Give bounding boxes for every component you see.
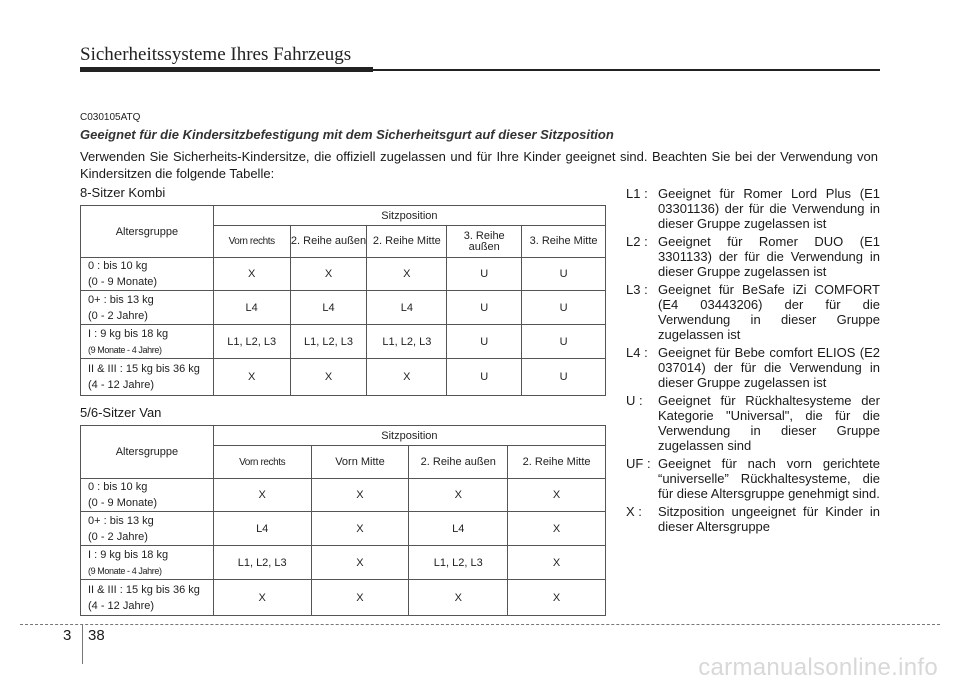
table-row — [81, 512, 606, 546]
age-group-label: 0+ : bis 13 kg (0 - 2 Jahre) — [81, 291, 214, 325]
table-cell: X — [508, 580, 606, 616]
table-cell: X — [213, 359, 290, 396]
table-cell: X — [367, 258, 447, 291]
age-group-label: 0+ : bis 13 kg (0 - 2 Jahre) — [81, 512, 214, 546]
column-header: 2. Reihe außen — [290, 226, 367, 258]
table-cell: X — [213, 479, 311, 512]
table-cell: U — [447, 325, 522, 359]
table-cell: X — [409, 479, 508, 512]
table-cell: U — [522, 325, 606, 359]
table-cell: X — [367, 359, 447, 396]
table-cell: X — [311, 479, 409, 512]
legend-item: X : Sitzposition ungeeignet für Kinder in dieser Altersgruppe — [626, 504, 880, 534]
table-cell: L1, L2, L3 — [213, 325, 290, 359]
table-row — [81, 546, 606, 580]
age-group-label: I : 9 kg bis 18 kg (9 Monate - 4 Jahre) — [81, 546, 214, 580]
column-header: 2. Reihe Mitte — [367, 226, 447, 258]
table-cell: X — [508, 546, 606, 580]
table-cell: X — [290, 359, 367, 396]
table-cell: U — [447, 359, 522, 396]
footer-divider — [82, 624, 83, 664]
column-header: 3. Reihe außen — [447, 226, 522, 258]
column-header: Vorn rechts — [213, 446, 311, 479]
table-row — [81, 479, 606, 512]
table-row — [81, 580, 606, 616]
age-group-header: Altersgruppe — [81, 426, 214, 479]
age-group-label: II & III : 15 kg bis 36 kg (4 - 12 Jahre) — [81, 580, 214, 616]
table-row — [81, 291, 606, 325]
table-cell: L4 — [213, 291, 290, 325]
table-cell: L4 — [213, 512, 311, 546]
table-row — [81, 258, 606, 291]
table-cell: X — [213, 580, 311, 616]
seat-position-header: Sitzposition — [213, 426, 605, 446]
column-header: Vorn rechts — [213, 226, 290, 258]
age-group-header: Altersgruppe — [81, 206, 214, 258]
seat-table-van — [80, 425, 606, 616]
section-heading: Geeignet für die Kindersitzbefestigung mit dem Sicherheitsgurt auf dieser Sitzposition — [80, 127, 614, 142]
table2-caption: 5/6-Sitzer Van — [80, 405, 162, 420]
table-cell: X — [409, 580, 508, 616]
table-cell: L1, L2, L3 — [213, 546, 311, 580]
table-cell: L1, L2, L3 — [409, 546, 508, 580]
section-code: C030105ATQ — [80, 112, 141, 123]
legend-item: U : Geeignet für Rückhaltesysteme der Kategorie "Universal", die für die Verwendung in dieser Gruppe zugelassen sind — [626, 393, 880, 453]
table-cell: L1, L2, L3 — [290, 325, 367, 359]
table-cell: X — [290, 258, 367, 291]
footer-dashed-rule — [20, 624, 940, 625]
column-header: 3. Reihe Mitte — [522, 226, 606, 258]
age-group-label: 0 : bis 10 kg (0 - 9 Monate) — [81, 479, 214, 512]
table-cell: L4 — [367, 291, 447, 325]
table-cell: X — [213, 258, 290, 291]
table-cell: U — [447, 291, 522, 325]
column-header: Vorn Mitte — [311, 446, 409, 479]
table-cell: X — [311, 546, 409, 580]
table-cell: L1, L2, L3 — [367, 325, 447, 359]
table-cell: X — [311, 580, 409, 616]
table-cell: U — [447, 258, 522, 291]
seat-table-kombi — [80, 205, 606, 396]
legend-item: L3 : Geeignet für BeSafe iZi COMFORT (E4 03443206) der für die Verwendung in dieser Gruppe zugelassen ist — [626, 282, 880, 342]
page-header-title: Sicherheitssysteme Ihres Fahrzeugs — [80, 44, 352, 65]
chapter-number: 3 — [63, 627, 72, 644]
header-rule-thick — [80, 67, 373, 72]
table-row — [81, 325, 606, 359]
age-group-label: I : 9 kg bis 18 kg (9 Monate - 4 Jahre) — [81, 325, 214, 359]
legend-item: L4 : Geeignet für Bebe comfort ELIOS (E2 037014) der für die Verwendung in dieser Gruppe zugelassen ist — [626, 345, 880, 390]
table-cell: L4 — [409, 512, 508, 546]
legend-item: UF : Geeignet für nach vorn gerichtete “universelle” Rückhaltesysteme, die für diese Altersgruppe genehmigt sind. — [626, 456, 880, 501]
seat-position-header: Sitzposition — [213, 206, 605, 226]
legend-item: L1 : Geeignet für Romer Lord Plus (E1 03301136) der für die Verwendung in dieser Gruppe zugelassen ist — [626, 186, 880, 231]
table-cell: U — [522, 291, 606, 325]
watermark: carmanualsonline.info — [698, 654, 938, 681]
column-header: 2. Reihe außen — [409, 446, 508, 479]
intro-paragraph: Verwenden Sie Sicherheits-Kindersitze, die offiziell zugelassen und für Ihre Kinder geeignet sind. Beachten Sie bei der Verwendung von Kindersitzen die folgende Tabelle: — [80, 149, 878, 181]
column-header: 2. Reihe Mitte — [508, 446, 606, 479]
legend-list — [626, 186, 880, 537]
age-group-label: 0 : bis 10 kg (0 - 9 Monate) — [81, 258, 214, 291]
table-cell: L4 — [290, 291, 367, 325]
legend-item: L2 : Geeignet für Romer DUO (E1 3301133) der für die Verwendung in dieser Gruppe zugelassen ist — [626, 234, 880, 279]
table-cell: X — [311, 512, 409, 546]
table-cell: X — [508, 479, 606, 512]
table1-caption: 8-Sitzer Kombi — [80, 185, 166, 200]
page-number: 38 — [88, 627, 105, 644]
table-cell: U — [522, 258, 606, 291]
table-row — [81, 359, 606, 396]
table-cell: U — [522, 359, 606, 396]
age-group-label: II & III : 15 kg bis 36 kg (4 - 12 Jahre) — [81, 359, 214, 396]
table-cell: X — [508, 512, 606, 546]
header-rule-thin — [373, 69, 880, 71]
